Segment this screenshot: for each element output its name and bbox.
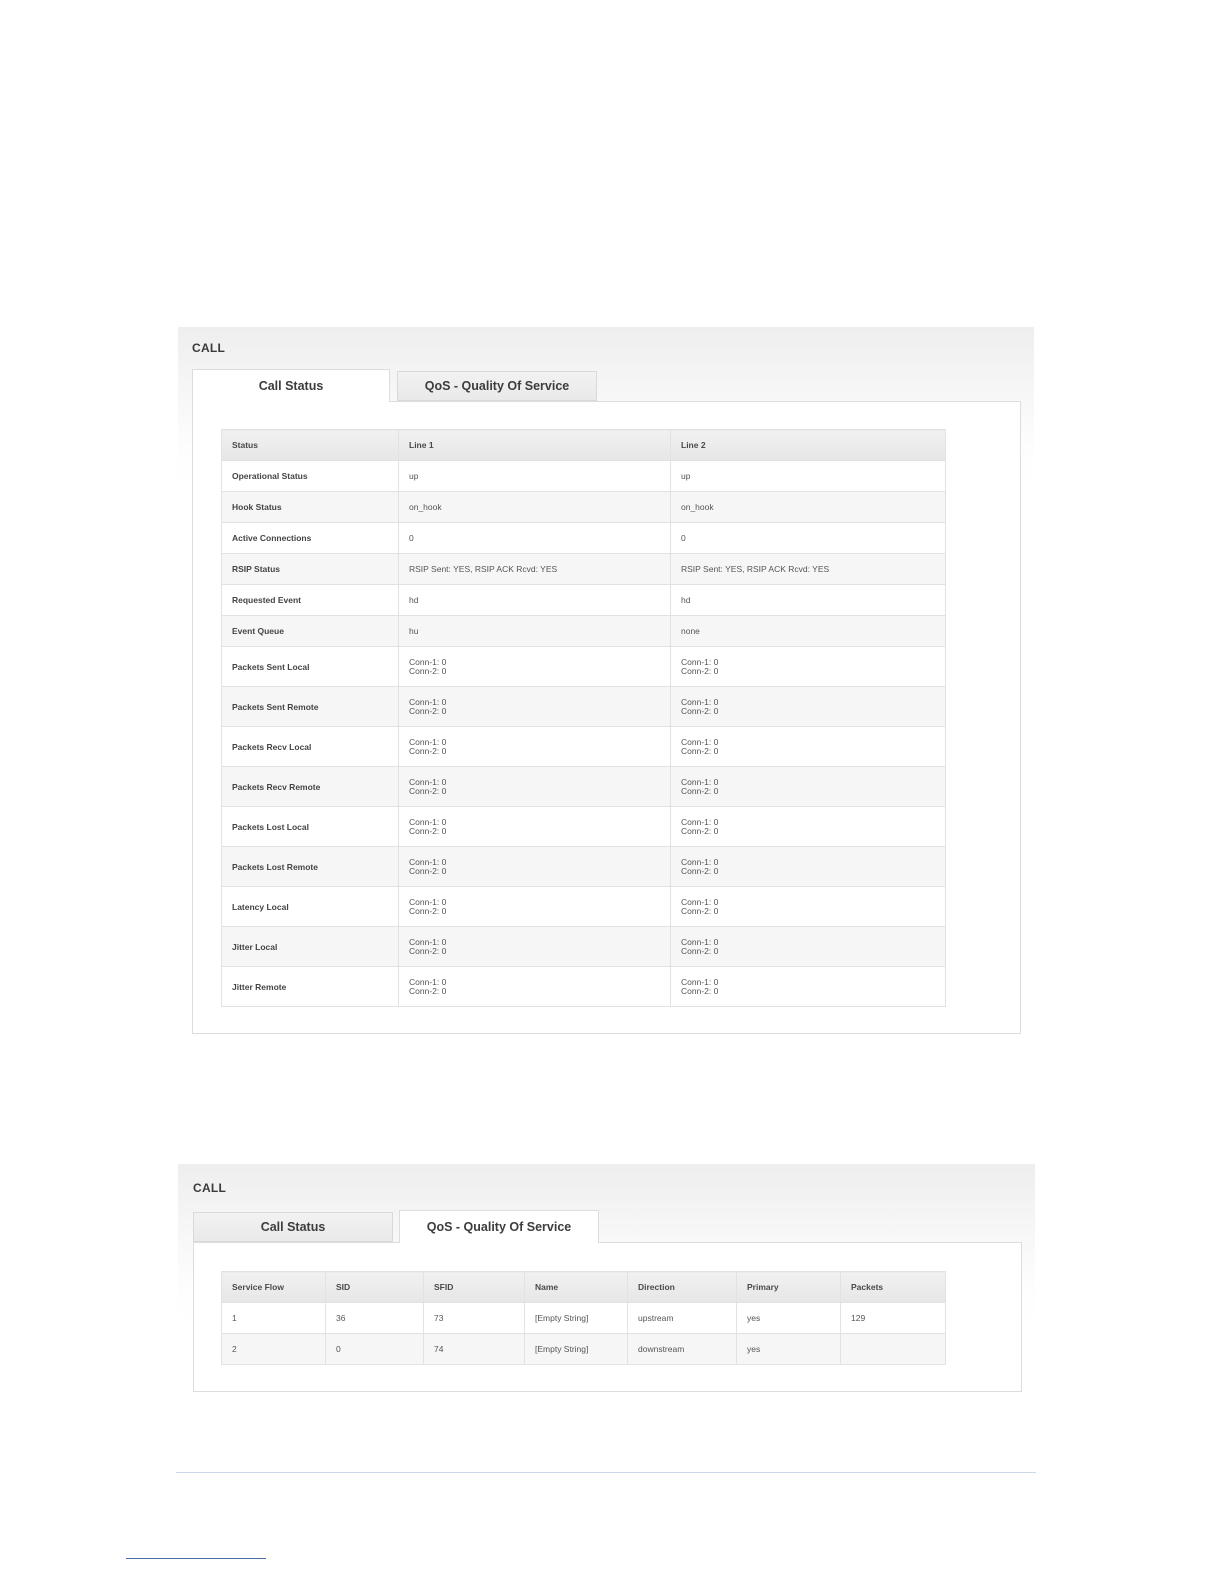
- line1-cell: [399, 727, 671, 767]
- line2-value: up: [681, 471, 691, 481]
- line2-value: Conn-1: 0: [681, 936, 719, 947]
- table-row: [222, 687, 946, 727]
- line1-value: 0: [409, 533, 414, 543]
- table-row: [222, 887, 946, 927]
- line1-value: Conn-1: 0: [409, 936, 447, 947]
- column-header-line2: Line 2: [671, 430, 946, 461]
- tab-call-status[interactable]: Call Status: [192, 369, 390, 402]
- tab-bar: [193, 1210, 1021, 1243]
- line2-cell: [671, 807, 946, 847]
- line2-value: Conn-2: 0: [681, 665, 719, 676]
- table-row: [222, 767, 946, 807]
- line2-value: Conn-2: 0: [681, 825, 719, 836]
- primary-cell: yes: [737, 1334, 841, 1365]
- table-row: [222, 461, 946, 492]
- line2-value: Conn-1: 0: [681, 856, 719, 867]
- line1-value: on_hook: [409, 502, 442, 512]
- line1-cell: [399, 767, 671, 807]
- line1-value: Conn-1: 0: [409, 736, 447, 747]
- line2-cell: [671, 554, 946, 585]
- line2-value: Conn-1: 0: [681, 736, 719, 747]
- line1-cell: [399, 523, 671, 554]
- row-label: Jitter Local: [222, 927, 399, 967]
- row-label: Active Connections: [222, 523, 399, 554]
- line2-value: Conn-2: 0: [681, 865, 719, 876]
- line1-value: Conn-2: 0: [409, 825, 447, 836]
- panel-title: CALL: [192, 341, 226, 355]
- row-label: Hook Status: [222, 492, 399, 523]
- line2-value: Conn-2: 0: [681, 945, 719, 956]
- line1-cell: [399, 616, 671, 647]
- line1-value: Conn-2: 0: [409, 865, 447, 876]
- line2-cell: [671, 492, 946, 523]
- direction-cell: downstream: [628, 1334, 737, 1365]
- line1-cell: [399, 554, 671, 585]
- line1-cell: [399, 647, 671, 687]
- line2-value: Conn-1: 0: [681, 896, 719, 907]
- line2-cell: [671, 927, 946, 967]
- sfid-cell: 73: [424, 1303, 525, 1334]
- table-row: [222, 1303, 946, 1334]
- column-header-line1: Line 1: [399, 430, 671, 461]
- table-row: [222, 847, 946, 887]
- line1-value: Conn-2: 0: [409, 985, 447, 996]
- line2-value: Conn-1: 0: [681, 776, 719, 787]
- line2-cell: [671, 585, 946, 616]
- line2-cell: [671, 847, 946, 887]
- line1-value: Conn-1: 0: [409, 856, 447, 867]
- line2-cell: [671, 967, 946, 1007]
- sid-cell: 0: [326, 1334, 424, 1365]
- name-cell: [Empty String]: [525, 1303, 628, 1334]
- line1-cell: [399, 847, 671, 887]
- direction-cell: upstream: [628, 1303, 737, 1334]
- sid-cell: 36: [326, 1303, 424, 1334]
- column-header-name: Name: [525, 1272, 628, 1303]
- packets-cell: [841, 1334, 946, 1365]
- call-status-table: [221, 429, 946, 1007]
- table-row: [222, 1334, 946, 1365]
- line2-value: Conn-1: 0: [681, 976, 719, 987]
- row-label: Latency Local: [222, 887, 399, 927]
- line1-value: RSIP Sent: YES, RSIP ACK Rcvd: YES: [409, 564, 558, 574]
- table-row: [222, 927, 946, 967]
- table-row: [222, 616, 946, 647]
- table-header-row: [222, 1272, 946, 1303]
- line1-value: Conn-1: 0: [409, 696, 447, 707]
- line2-cell: [671, 616, 946, 647]
- line1-value: Conn-1: 0: [409, 896, 447, 907]
- line2-value: Conn-2: 0: [681, 745, 719, 756]
- line1-value: Conn-1: 0: [409, 816, 447, 827]
- table-row: [222, 727, 946, 767]
- service-flow-cell: 2: [222, 1334, 326, 1365]
- line1-cell: [399, 887, 671, 927]
- line1-value: hd: [409, 595, 419, 605]
- table-row: [222, 554, 946, 585]
- line2-cell: [671, 523, 946, 554]
- line2-value: Conn-1: 0: [681, 696, 719, 707]
- packets-cell: 129: [841, 1303, 946, 1334]
- line1-value: hu: [409, 626, 419, 636]
- line1-cell: [399, 807, 671, 847]
- qos-table: [221, 1271, 946, 1365]
- line2-value: RSIP Sent: YES, RSIP ACK Rcvd: YES: [681, 564, 830, 574]
- row-label: Packets Recv Local: [222, 727, 399, 767]
- row-label: Jitter Remote: [222, 967, 399, 1007]
- line1-value: Conn-1: 0: [409, 656, 447, 667]
- column-header-sfid: SFID: [424, 1272, 525, 1303]
- table-row: [222, 807, 946, 847]
- row-label: RSIP Status: [222, 554, 399, 585]
- call-panel-status: [178, 327, 1034, 1047]
- line2-value: Conn-2: 0: [681, 985, 719, 996]
- line2-value: Conn-1: 0: [681, 656, 719, 667]
- table-row: [222, 647, 946, 687]
- row-label: Packets Lost Remote: [222, 847, 399, 887]
- tab-qos[interactable]: QoS - Quality Of Service: [399, 1210, 599, 1243]
- footnote-divider: [126, 1558, 266, 1559]
- service-flow-cell: 1: [222, 1303, 326, 1334]
- line2-value: Conn-2: 0: [681, 905, 719, 916]
- column-header-service-flow: Service Flow: [222, 1272, 326, 1303]
- line2-value: on_hook: [681, 502, 714, 512]
- line2-cell: [671, 767, 946, 807]
- line1-value: up: [409, 471, 419, 481]
- line1-cell: [399, 492, 671, 523]
- line2-cell: [671, 727, 946, 767]
- call-panel-qos: [178, 1164, 1035, 1406]
- line2-cell: [671, 461, 946, 492]
- row-label: Requested Event: [222, 585, 399, 616]
- line2-cell: [671, 887, 946, 927]
- line1-cell: [399, 967, 671, 1007]
- line2-value: 0: [681, 533, 686, 543]
- line1-value: Conn-2: 0: [409, 745, 447, 756]
- row-label: Packets Lost Local: [222, 807, 399, 847]
- tab-qos[interactable]: QoS - Quality Of Service: [397, 371, 597, 401]
- line1-value: Conn-2: 0: [409, 905, 447, 916]
- table-header-row: [222, 430, 946, 461]
- line1-cell: [399, 927, 671, 967]
- line2-value: Conn-2: 0: [681, 705, 719, 716]
- row-label: Packets Recv Remote: [222, 767, 399, 807]
- line1-value: Conn-2: 0: [409, 945, 447, 956]
- row-label: Event Queue: [222, 616, 399, 647]
- name-cell: [Empty String]: [525, 1334, 628, 1365]
- column-header-sid: SID: [326, 1272, 424, 1303]
- line2-value: Conn-1: 0: [681, 816, 719, 827]
- line2-value: Conn-2: 0: [681, 785, 719, 796]
- table-row: [222, 523, 946, 554]
- line2-cell: [671, 647, 946, 687]
- table-row: [222, 492, 946, 523]
- column-header-status: Status: [222, 430, 399, 461]
- line1-cell: [399, 461, 671, 492]
- line2-cell: [671, 687, 946, 727]
- line1-cell: [399, 585, 671, 616]
- row-label: Packets Sent Remote: [222, 687, 399, 727]
- sfid-cell: 74: [424, 1334, 525, 1365]
- footer-divider: [176, 1472, 1036, 1473]
- line1-cell: [399, 687, 671, 727]
- row-label: Packets Sent Local: [222, 647, 399, 687]
- column-header-primary: Primary: [737, 1272, 841, 1303]
- row-label: Operational Status: [222, 461, 399, 492]
- table-row: [222, 585, 946, 616]
- line1-value: Conn-1: 0: [409, 976, 447, 987]
- line1-value: Conn-2: 0: [409, 665, 447, 676]
- tab-call-status[interactable]: Call Status: [193, 1212, 393, 1242]
- column-header-direction: Direction: [628, 1272, 737, 1303]
- table-row: [222, 967, 946, 1007]
- column-header-packets: Packets: [841, 1272, 946, 1303]
- primary-cell: yes: [737, 1303, 841, 1334]
- line1-value: Conn-2: 0: [409, 785, 447, 796]
- line1-value: Conn-1: 0: [409, 776, 447, 787]
- tab-bar: [192, 369, 1020, 402]
- line1-value: Conn-2: 0: [409, 705, 447, 716]
- line2-value: hd: [681, 595, 691, 605]
- line2-value: none: [681, 626, 700, 636]
- panel-title: CALL: [193, 1181, 227, 1195]
